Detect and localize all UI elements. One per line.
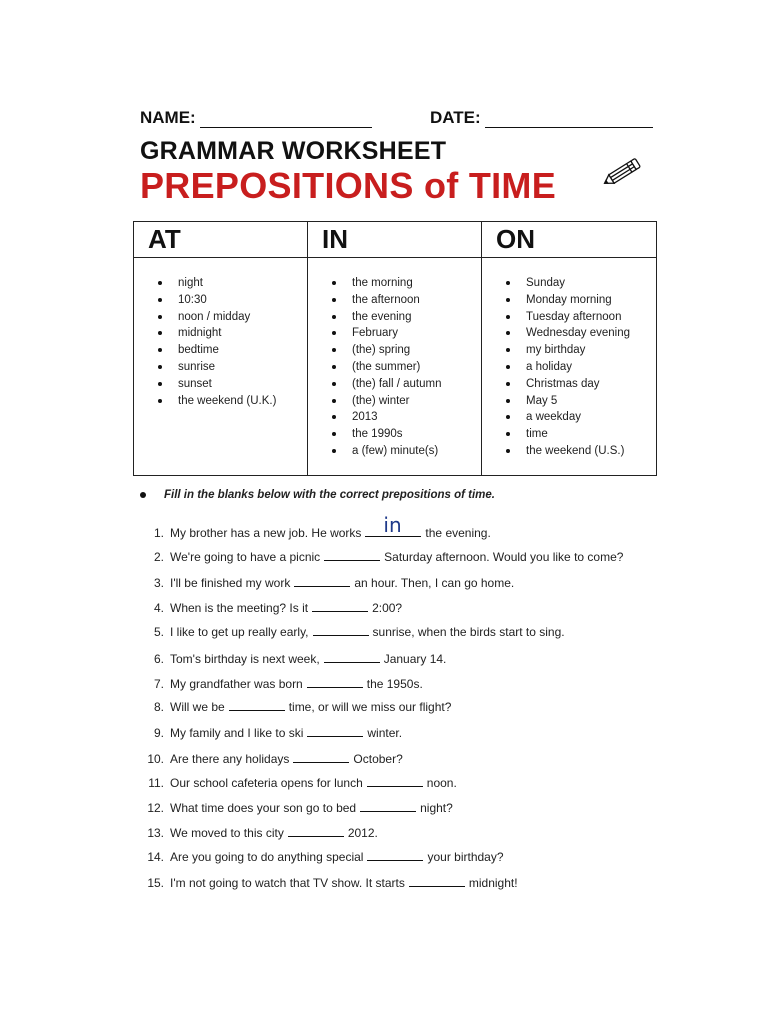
answer-blank[interactable] <box>409 875 465 887</box>
name-label: NAME: <box>140 108 196 127</box>
column-at-heading: AT <box>134 222 307 258</box>
column-at-list <box>134 258 307 409</box>
column-in-list <box>308 258 481 460</box>
question-item: 10. Are there any holidays October? <box>147 752 403 766</box>
question-item: 2. We're going to have a picnic Saturday afternoon. Would you like to come? <box>153 550 624 564</box>
column-on <box>482 222 656 475</box>
question-item: 1. My brother has a new job. He works in the evening. <box>153 513 491 540</box>
worksheet-subtitle: PREPOSITIONS of TIME <box>140 165 557 206</box>
list-item: the weekend (U.S.) <box>482 443 656 460</box>
answer-blank[interactable] <box>312 600 368 612</box>
list-item: February <box>308 325 481 342</box>
answer-blank[interactable] <box>294 575 350 587</box>
answer-blank[interactable] <box>365 513 421 537</box>
question-item: 6. Tom's birthday is next week, January 14. <box>153 652 447 666</box>
list-item: 10:30 <box>134 292 307 309</box>
answer-blank[interactable] <box>324 549 380 561</box>
answer-blank[interactable] <box>293 751 349 763</box>
list-item: bedtime <box>134 342 307 359</box>
list-item: (the) spring <box>308 342 481 359</box>
list-item: Tuesday afternoon <box>482 309 656 326</box>
list-item: (the) fall / autumn <box>308 376 481 393</box>
answer-blank[interactable] <box>324 651 380 663</box>
list-item: Monday morning <box>482 292 656 309</box>
prepositions-table <box>133 221 657 476</box>
answer-blank[interactable] <box>367 849 423 861</box>
list-item: 2013 <box>308 409 481 426</box>
answer-blank[interactable] <box>307 676 363 688</box>
answer-blank[interactable] <box>307 725 363 737</box>
question-item: 5. I like to get up really early, sunrise, when the birds start to sing. <box>153 625 565 639</box>
date-field[interactable] <box>430 108 653 128</box>
column-at <box>134 222 308 475</box>
answer-blank[interactable] <box>313 624 369 636</box>
list-item: noon / midday <box>134 309 307 326</box>
bullet-icon <box>140 492 146 498</box>
instruction <box>140 489 495 501</box>
list-item: time <box>482 426 656 443</box>
question-item: 13. We moved to this city 2012. <box>147 826 378 840</box>
column-in-heading: IN <box>308 222 481 258</box>
answer-blank[interactable] <box>360 800 416 812</box>
answer-blank[interactable] <box>367 775 423 787</box>
list-item: Wednesday evening <box>482 325 656 342</box>
question-item: 9. My family and I like to ski winter. <box>153 726 403 740</box>
question-item: 15. I'm not going to watch that TV show. It starts midnight! <box>147 876 518 890</box>
list-item: midnight <box>134 325 307 342</box>
list-item: sunset <box>134 376 307 393</box>
column-in <box>308 222 482 475</box>
list-item: the weekend (U.K.) <box>134 393 307 410</box>
question-item: 3. I'll be finished my work an hour. Then, I can go home. <box>153 576 515 590</box>
column-on-list <box>482 258 656 460</box>
list-item: night <box>134 275 307 292</box>
question-item: 7. My grandfather was born the 1950s. <box>153 677 423 691</box>
list-item: the afternoon <box>308 292 481 309</box>
list-item: Christmas day <box>482 376 656 393</box>
answer-blank[interactable] <box>229 699 285 711</box>
list-item: my birthday <box>482 342 656 359</box>
name-blank[interactable] <box>200 112 372 128</box>
question-item: 11. Our school cafeteria opens for lunch noon. <box>148 776 457 790</box>
list-item: (the summer) <box>308 359 481 376</box>
question-item: 8. Will we be time, or will we miss our flight? <box>153 700 452 714</box>
pencil-icon <box>600 155 646 191</box>
answer-blank[interactable] <box>288 825 344 837</box>
list-item: a holiday <box>482 359 656 376</box>
list-item: Sunday <box>482 275 656 292</box>
question-item: 14. Are you going to do anything special your birthday? <box>147 850 504 864</box>
list-item: the evening <box>308 309 481 326</box>
question-item: 12. What time does your son go to bed night? <box>147 801 453 815</box>
list-item: the morning <box>308 275 481 292</box>
instruction-text: Fill in the blanks below with the correct prepositions of time. <box>164 489 495 501</box>
question-item: 4. When is the meeting? Is it 2:00? <box>153 601 403 615</box>
worksheet-title: GRAMMAR WORKSHEET <box>140 137 447 165</box>
list-item: (the) winter <box>308 393 481 410</box>
list-item: May 5 <box>482 393 656 410</box>
list-item: a weekday <box>482 409 656 426</box>
column-on-heading: ON <box>482 222 656 258</box>
list-item: sunrise <box>134 359 307 376</box>
list-item: the 1990s <box>308 426 481 443</box>
date-label: DATE: <box>430 108 481 127</box>
handwritten-answer: in <box>383 513 402 537</box>
list-item: a (few) minute(s) <box>308 443 481 460</box>
date-blank[interactable] <box>485 112 653 128</box>
name-field[interactable] <box>140 108 372 128</box>
